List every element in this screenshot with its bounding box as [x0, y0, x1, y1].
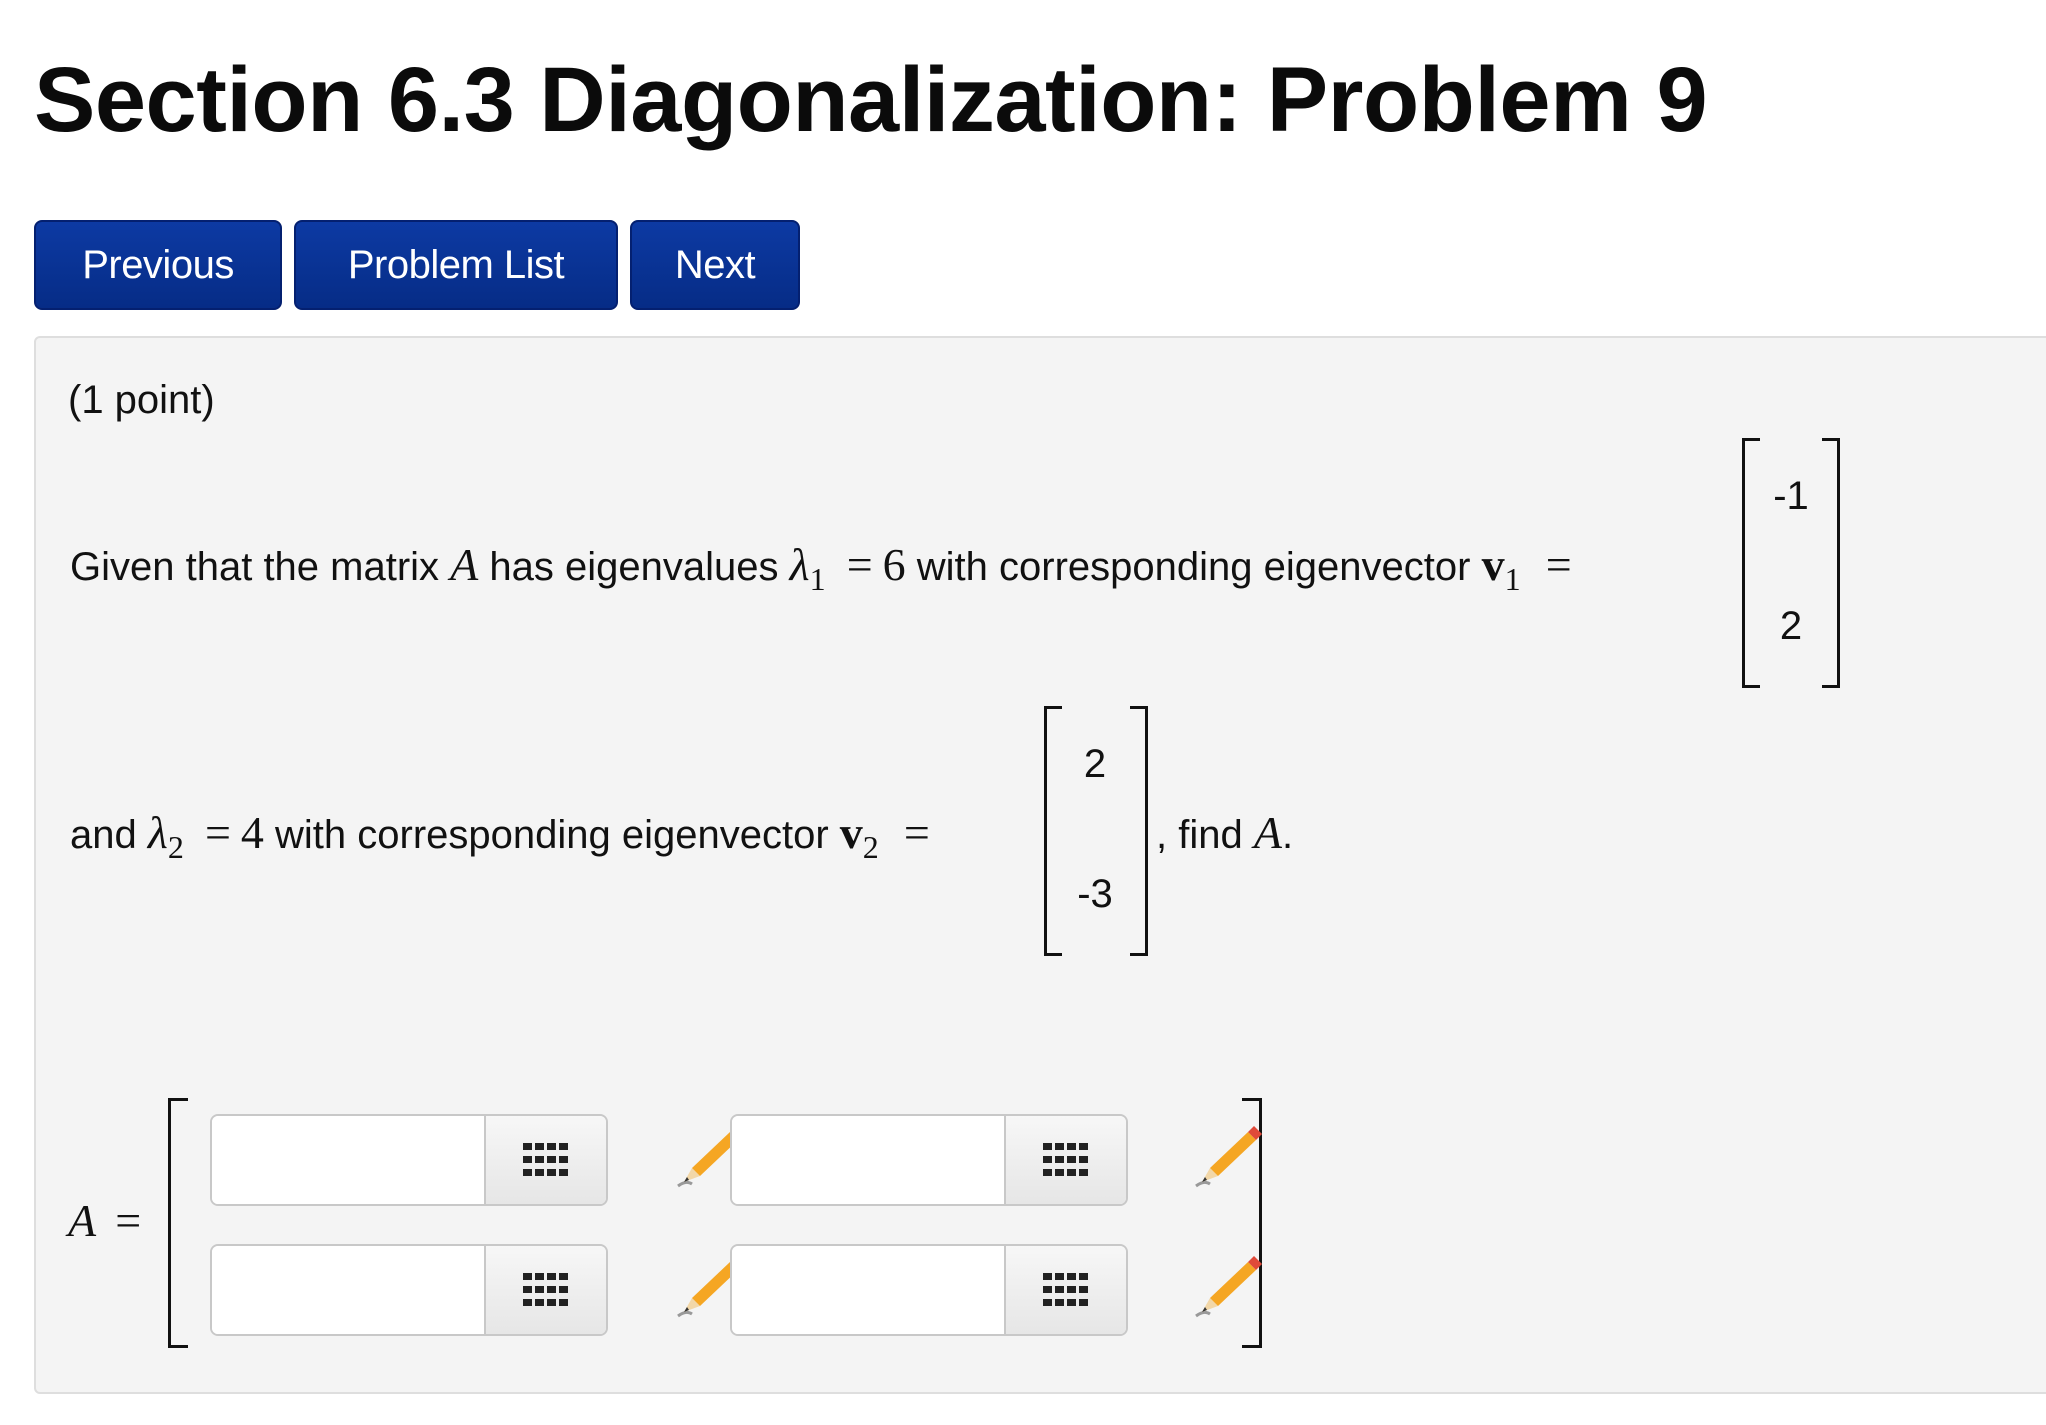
grid-icon [523, 1273, 569, 1307]
equals-sign: = [1545, 539, 1572, 590]
lambda-subscript: 1 [809, 561, 826, 597]
right-bracket [1130, 706, 1148, 956]
answer-label [68, 1194, 141, 1247]
answer-input-2-1[interactable] [212, 1246, 482, 1334]
v1-entry-1: -1 [1773, 474, 1809, 518]
grid-icon [1043, 1143, 1089, 1177]
answer-input-1-2[interactable] [732, 1116, 1002, 1204]
statement-text: and [70, 813, 137, 857]
answer-input-1-1[interactable] [212, 1116, 482, 1204]
v2-entry-2: -3 [1077, 872, 1113, 916]
equals-sign: = [903, 807, 930, 858]
page-title: Section 6.3 Diagonalization: Problem 9 [34, 49, 1708, 151]
eigenvalue-1: 6 [882, 539, 906, 590]
answer-cell-2-1 [210, 1244, 608, 1336]
vector-subscript: 1 [1504, 561, 1521, 597]
answer-cell-2-2 [730, 1244, 1128, 1336]
lambda-symbol: λ [147, 807, 168, 858]
answer-cell-1-2 [730, 1114, 1128, 1206]
vector-symbol: v [839, 807, 863, 858]
next-button[interactable]: Next [630, 220, 800, 310]
lambda-subscript: 2 [167, 829, 184, 865]
grid-icon [1043, 1273, 1089, 1307]
pencil-icon[interactable] [1190, 1252, 1270, 1322]
equals-sign: = [204, 807, 231, 858]
problem-list-button[interactable]: Problem List [294, 220, 618, 310]
problem-panel [34, 336, 2046, 1394]
lambda-symbol: λ [789, 539, 810, 590]
v2-entry-1: 2 [1083, 742, 1107, 786]
right-bracket [1822, 438, 1840, 688]
statement-text: with corresponding eigenvector [916, 545, 1471, 589]
statement-text: has eigenvalues [489, 545, 779, 589]
matrix-symbol: A [68, 1195, 97, 1246]
problem-statement-line-1 [70, 538, 1572, 598]
equation-editor-button[interactable] [484, 1116, 606, 1204]
v1-entry-2: 2 [1779, 604, 1803, 648]
statement-text: Given that the matrix [70, 545, 440, 589]
equation-editor-button[interactable] [1004, 1246, 1126, 1334]
equation-editor-button[interactable] [1004, 1116, 1126, 1204]
left-bracket [1044, 706, 1062, 956]
problem-statement-tail [1156, 806, 1293, 859]
equals-sign: = [846, 539, 873, 590]
previous-button[interactable]: Previous [34, 220, 282, 310]
vector-symbol: v [1481, 539, 1505, 590]
statement-text: with corresponding eigenvector [275, 813, 829, 857]
period: . [1281, 813, 1294, 857]
matrix-symbol: A [1253, 807, 1282, 858]
vector-subscript: 2 [862, 829, 879, 865]
pencil-icon[interactable] [1190, 1122, 1270, 1192]
answer-cell-1-1 [210, 1114, 608, 1206]
answer-left-bracket [168, 1098, 188, 1348]
statement-text: , find [1156, 813, 1243, 857]
equation-editor-button[interactable] [484, 1246, 606, 1334]
points-label: (1 point) [68, 378, 215, 422]
eigenvalue-2: 4 [240, 807, 264, 858]
grid-icon [523, 1143, 569, 1177]
left-bracket [1742, 438, 1760, 688]
problem-statement-line-2 [70, 806, 930, 866]
matrix-symbol: A [450, 539, 479, 590]
equals-sign: = [115, 1195, 142, 1246]
answer-input-2-2[interactable] [732, 1246, 1002, 1334]
